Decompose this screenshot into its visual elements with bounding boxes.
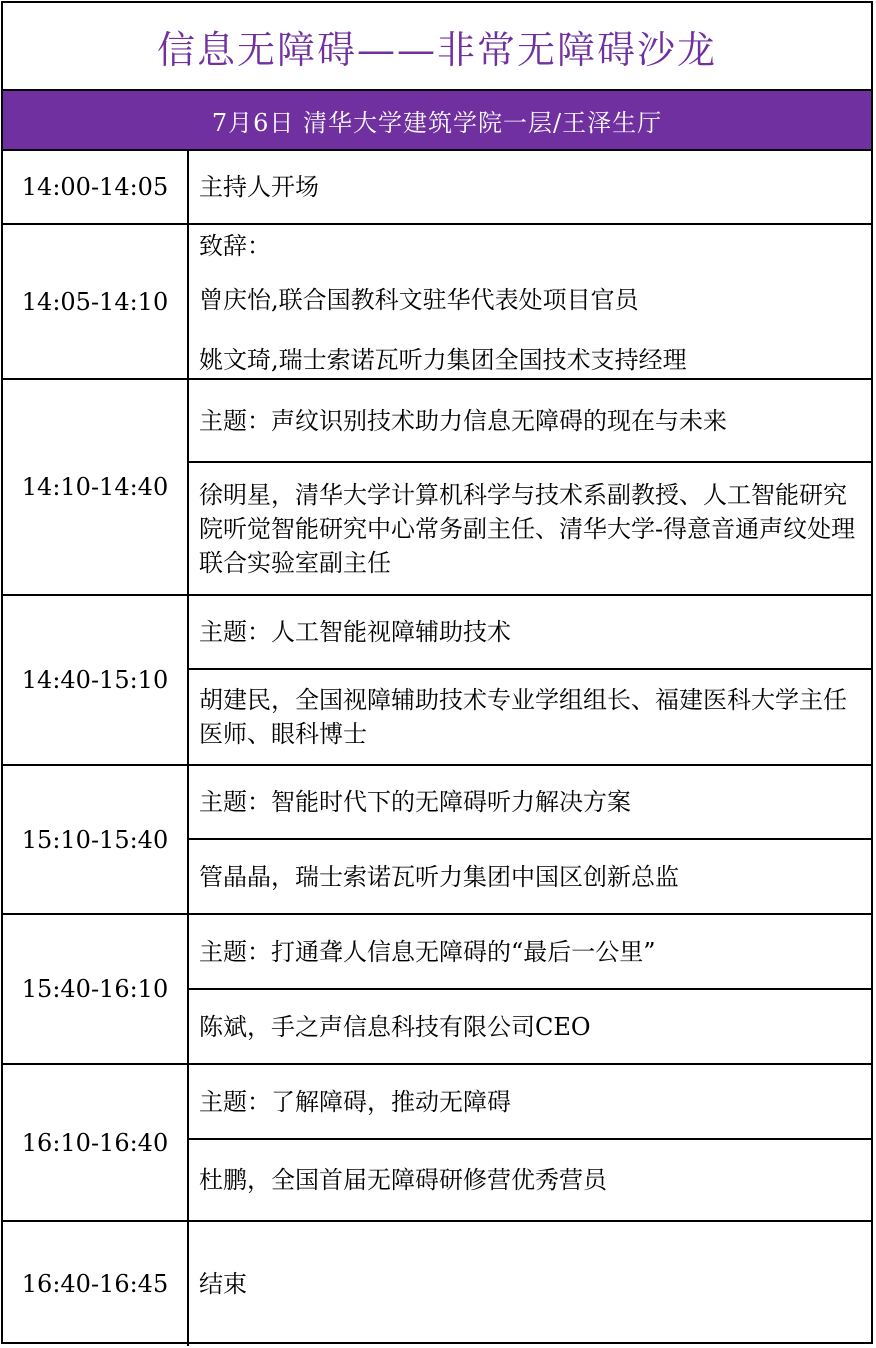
time-slot: 15:40-16:10 <box>3 915 189 1063</box>
session-text: 结束 <box>199 1270 247 1298</box>
date-venue-banner: 7月6日 清华大学建筑学院一层/王泽生厅 <box>3 91 871 151</box>
session-topic: 主题：人工智能视障辅助技术 <box>189 596 871 670</box>
session-topic: 主题：智能时代下的无障碍听力解决方案 <box>189 766 871 840</box>
time-slot: 14:00-14:05 <box>3 151 189 223</box>
schedule-row <box>3 380 871 596</box>
schedule-row <box>3 1065 871 1222</box>
session-details <box>189 596 871 764</box>
session-details <box>189 1065 871 1220</box>
session-topic: 主题：声纹识别技术助力信息无障碍的现在与未来 <box>189 380 871 463</box>
session-speaker: 杜鹏，全国首届无障碍研修营优秀营员 <box>199 1166 607 1194</box>
schedule-row <box>3 151 871 225</box>
page-title: 信息无障碍——非常无障碍沙龙 <box>3 3 871 91</box>
speaker-line: 曾庆怡,联合国教科文驻华代表处项目官员 <box>199 286 639 314</box>
schedule-row <box>3 1222 871 1346</box>
session-speaker: 胡建民，全国视障辅助技术专业学组组长、福建医科大学主任医师、眼科博士 <box>199 686 847 748</box>
session-speaker: 徐明星，清华大学计算机科学与技术系副教授、人工智能研究院听觉智能研究中心常务副主任、清华大学-得意音通声纹处理联合实验室副主任 <box>199 480 856 577</box>
speech-heading: 致辞： <box>199 232 271 260</box>
schedule-row <box>3 766 871 915</box>
time-slot: 16:40-16:45 <box>3 1222 189 1346</box>
session-details <box>189 915 871 1063</box>
session-speaker: 管晶晶，瑞士索诺瓦听力集团中国区创新总监 <box>199 862 679 891</box>
time-slot: 14:05-14:10 <box>3 225 189 378</box>
session-speech <box>189 225 871 378</box>
schedule-row <box>3 596 871 766</box>
session-topic: 主题：了解障碍，推动无障碍 <box>189 1065 871 1140</box>
session-details <box>189 151 871 223</box>
schedule-row <box>3 225 871 380</box>
time-slot: 16:10-16:40 <box>3 1065 189 1220</box>
speaker-line: 姚文琦,瑞士索诺瓦听力集团全国技术支持经理 <box>199 346 687 374</box>
schedule-table <box>1 1 873 1344</box>
session-details <box>189 380 871 594</box>
session-speaker: 陈斌，手之声信息科技有限公司CEO <box>199 1012 591 1041</box>
time-slot: 14:40-15:10 <box>3 596 189 764</box>
schedule-row <box>3 915 871 1065</box>
session-text: 主持人开场 <box>199 173 319 201</box>
time-slot: 14:10-14:40 <box>3 380 189 594</box>
session-details <box>189 766 871 913</box>
time-slot: 15:10-15:40 <box>3 766 189 913</box>
session-details <box>189 1222 871 1346</box>
session-topic: 主题：打通聋人信息无障碍的“最后一公里” <box>189 915 871 990</box>
session-details <box>189 225 871 378</box>
